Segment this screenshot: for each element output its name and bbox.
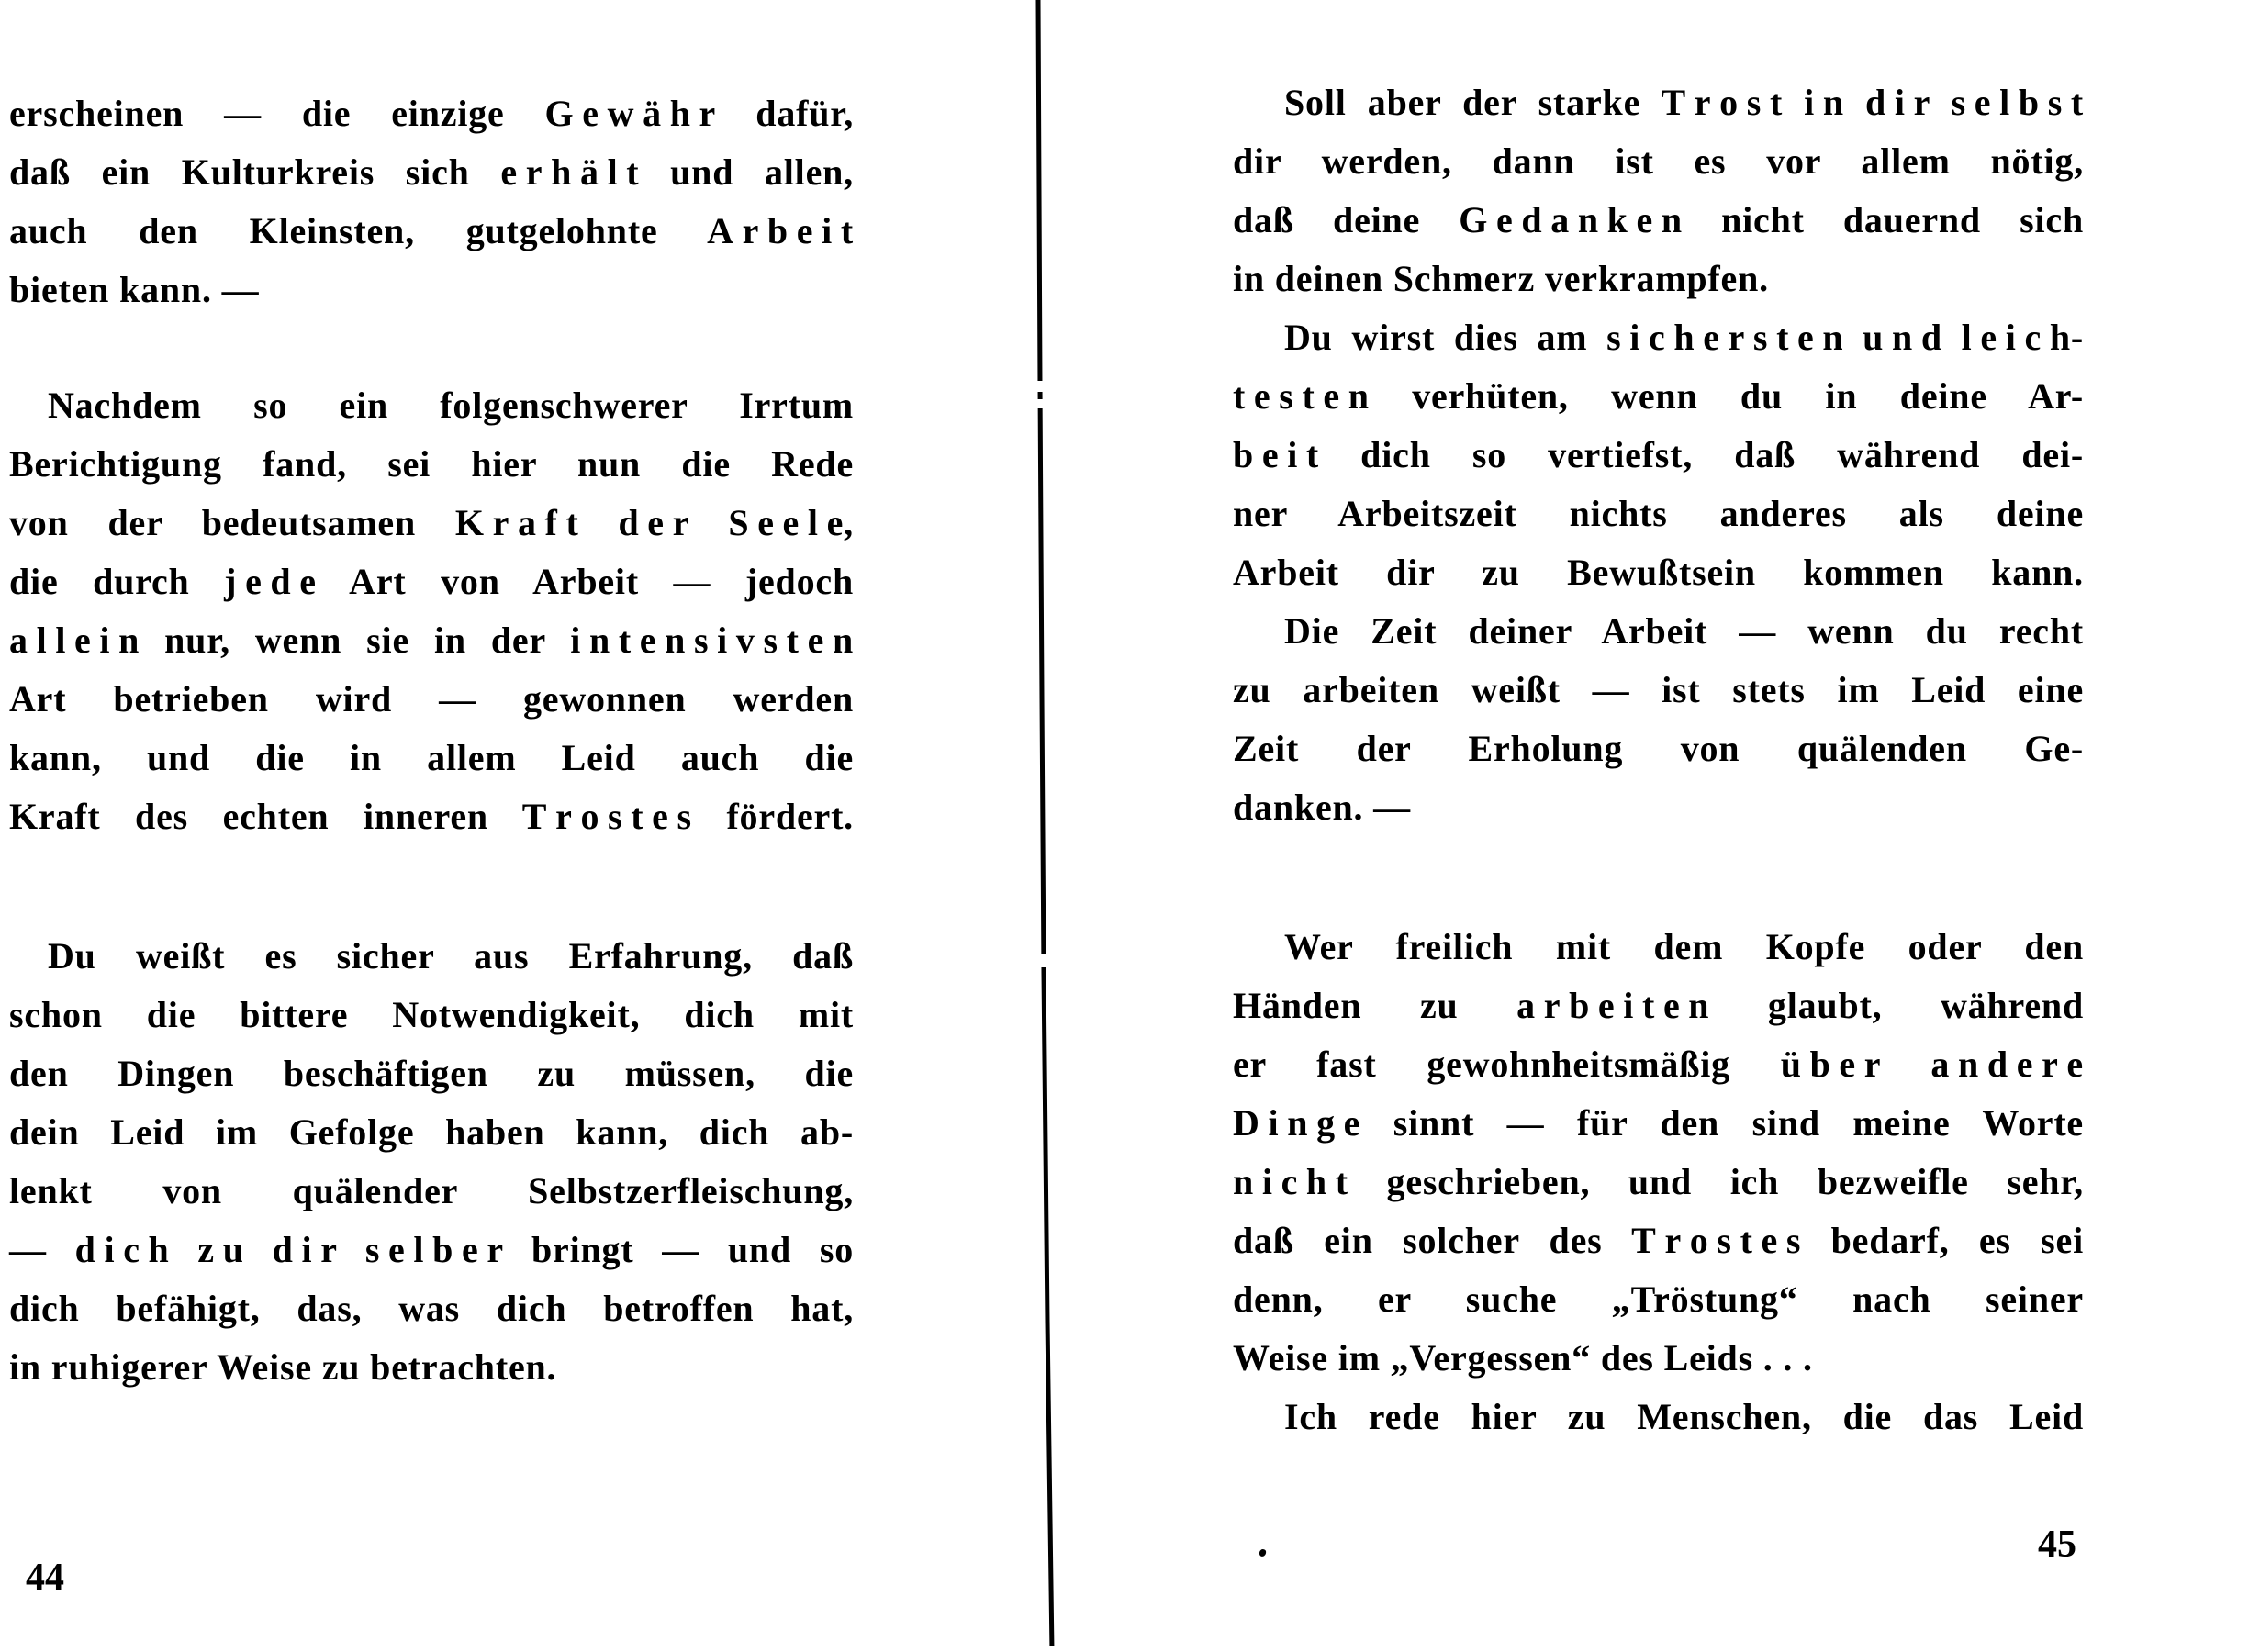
text-line: Wer freilich mit dem Kopfe oder den <box>1284 926 2084 967</box>
text-line: lenkt von quälender Selbstzerfleischung, <box>9 1170 854 1211</box>
text-line: Händen zu a r b e i t e n glaubt, während <box>1233 985 2084 1026</box>
text-line: dir werden, dann ist es vor allem nötig, <box>1233 140 2084 182</box>
paragraph <box>1233 918 2084 1388</box>
text-line: Kraft des echten inneren T r o s t e s fördert. <box>9 796 854 837</box>
text-line: danken. — <box>1233 787 1411 828</box>
text-line: er fast gewohnheitsmäßig ü b e r a n d e r e <box>1233 1044 2084 1085</box>
text-line: — d i c h z u d i r s e l b e r bringt — und so <box>9 1229 854 1270</box>
text-line: Die Zeit deiner Arbeit — wenn du recht <box>1284 610 2084 652</box>
text-line: Du weißt es sicher aus Erfahrung, daß <box>48 935 854 977</box>
paragraph <box>1233 308 2084 602</box>
page-number-right: 45 <box>2038 1524 2076 1566</box>
text-line: denn, er suche „Tröstung“ nach seiner <box>1233 1278 2084 1320</box>
ink-speck <box>1259 1548 1267 1557</box>
page-number-left: 44 <box>26 1557 64 1599</box>
text-line: daß ein solcher des T r o s t e s bedarf, es sei <box>1233 1220 2084 1261</box>
text-line: erscheinen — die einzige G e w ä h r dafür, <box>9 93 854 134</box>
text-line: Nachdem so ein folgenschwerer Irrtum <box>48 385 854 426</box>
text-line: in ruhigerer Weise zu betrachten. <box>9 1346 557 1388</box>
text-line: D i n g e sinnt — für den sind meine Worte <box>1233 1102 2084 1144</box>
paragraph <box>9 927 854 1397</box>
page-left-text <box>9 84 854 1397</box>
text-line: t e s t e n verhüten, wenn du in deine Ar- <box>1233 375 2084 417</box>
text-line: kann, und die in allem Leid auch die <box>9 737 854 778</box>
text-line: Arbeit dir zu Bewußtsein kommen kann. <box>1233 552 2084 593</box>
text-line: schon die bittere Notwendigkeit, dich mit <box>9 994 854 1035</box>
text-line: zu arbeiten weißt — ist stets im Leid eine <box>1233 669 2084 710</box>
text-line: Zeit der Erholung von quälenden Ge- <box>1233 728 2084 769</box>
text-line: Soll aber der starke T r o s t i n d i r s e l b s t <box>1284 82 2084 123</box>
paragraph <box>1233 602 2084 837</box>
paragraph <box>1233 73 2084 308</box>
paragraph <box>9 376 854 846</box>
text-line: b e i t dich so vertiefst, daß während dei- <box>1233 434 2084 475</box>
text-line: den Dingen beschäftigen zu müssen, die <box>9 1053 854 1094</box>
text-line: die durch j e d e Art von Arbeit — jedoch <box>9 561 854 602</box>
text-line: Berichtigung fand, sei hier nun die Rede <box>9 443 854 485</box>
text-line: daß ein Kulturkreis sich e r h ä l t und allen, <box>9 151 854 193</box>
page-right-text <box>1233 73 2084 1446</box>
text-line: ner Arbeitszeit nichts anderes als deine <box>1233 493 2084 534</box>
text-line: bieten kann. — <box>9 269 260 310</box>
text-line: n i c h t geschrieben, und ich bezweifle sehr, <box>1233 1161 2084 1202</box>
paragraph <box>1233 1388 2084 1446</box>
text-line: Ich rede hier zu Menschen, die das Leid <box>1284 1396 2084 1437</box>
paragraph <box>9 84 854 319</box>
text-line: auch den Kleinsten, gutgelohnte A r b e i t <box>9 210 854 251</box>
text-line: von der bedeutsamen K r a f t d e r S e e l e, <box>9 502 854 543</box>
text-line: dein Leid im Gefolge haben kann, dich ab- <box>9 1111 854 1153</box>
text-line: a l l e i n nur, wenn sie in der i n t e n s i v s t e n <box>9 620 854 661</box>
text-line: Du wirst dies am s i c h e r s t e n u n d l e i c h- <box>1284 317 2084 358</box>
text-line: Art betrieben wird — gewonnen werden <box>9 678 854 720</box>
text-line: Weise im „Vergessen“ des Leids . . . <box>1233 1337 1813 1379</box>
text-line: daß deine G e d a n k e n nicht dauernd sich <box>1233 199 2084 240</box>
text-line: dich befähigt, das, was dich betroffen hat, <box>9 1288 854 1329</box>
text-line: in deinen Schmerz verkrampfen. <box>1233 258 1769 299</box>
